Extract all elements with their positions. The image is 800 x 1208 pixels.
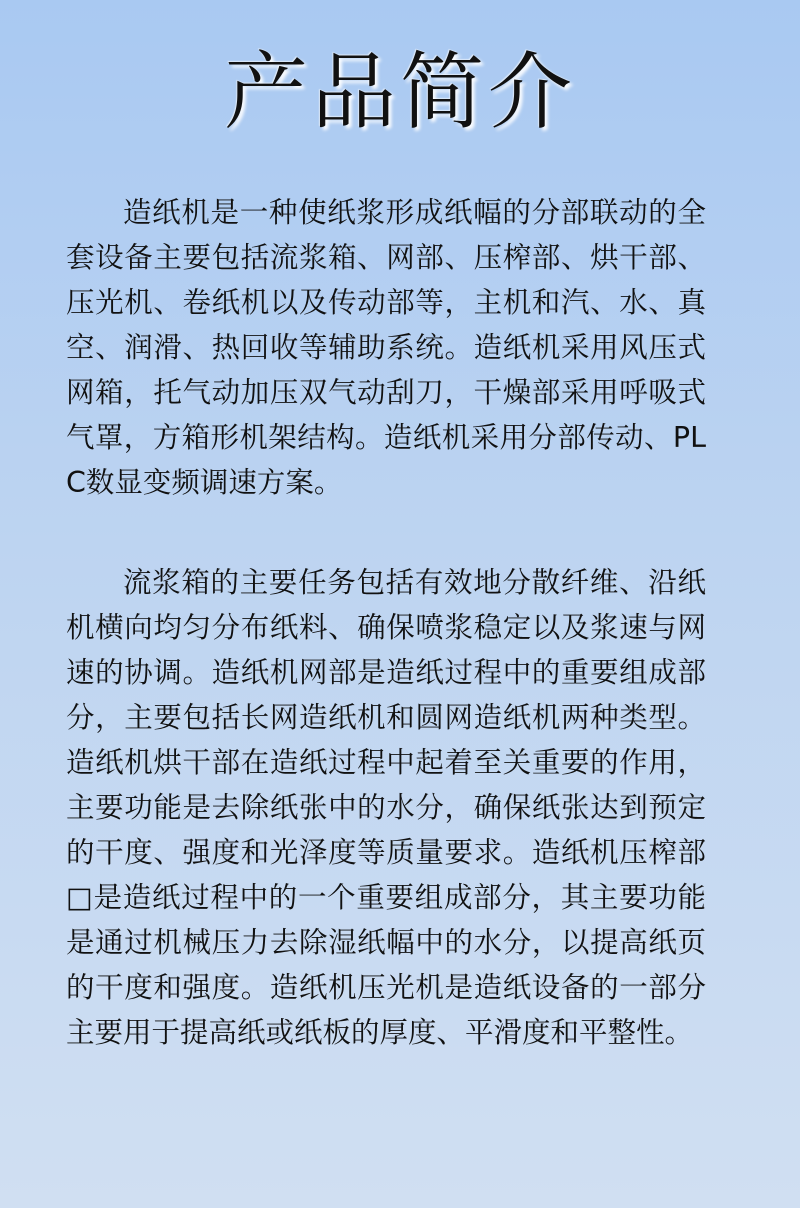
intro-paragraph-2: 流浆箱的主要任务包括有效地分散纤维、沿纸机横向均匀分布纸料、确保喷浆稳定以及浆速与网速的协调。造纸机网部是造纸过程中的重要组成部分，主要包括长网造纸机和圆网造纸机两种类型。造纸机烘干部在造纸过程中起着至关重要的作用，主要功能是去除纸张中的水分，确保纸张达到预定的干度、强度和光泽度等质量要求。造纸机压榨部□是造纸过程中的一个重要组成部分，其主要功能是通过机械压力去除湿纸幅中的水分，以提高纸页的干度和强度。造纸机压光机是造纸设备的一部分主要用于提高纸或纸板的厚度、平滑度和平整性。 bbox=[66, 566, 706, 1049]
page-title: 产品简介 bbox=[223, 43, 576, 141]
intro-paragraph-1: 造纸机是一种使纸浆形成纸幅的分部联动的全套设备主要包括流浆箱、网部、压榨部、烘干部、压光机、卷纸机以及传动部等，主机和汽、水、真空、润滑、热回收等辅助系统。造纸机采用风压式网箱，托气动加压双气动刮刀，干燥部采用呼吸式气罩，方箱形机架结构。造纸机采用分部传动、PLC数显变频调速方案。 bbox=[66, 196, 706, 499]
